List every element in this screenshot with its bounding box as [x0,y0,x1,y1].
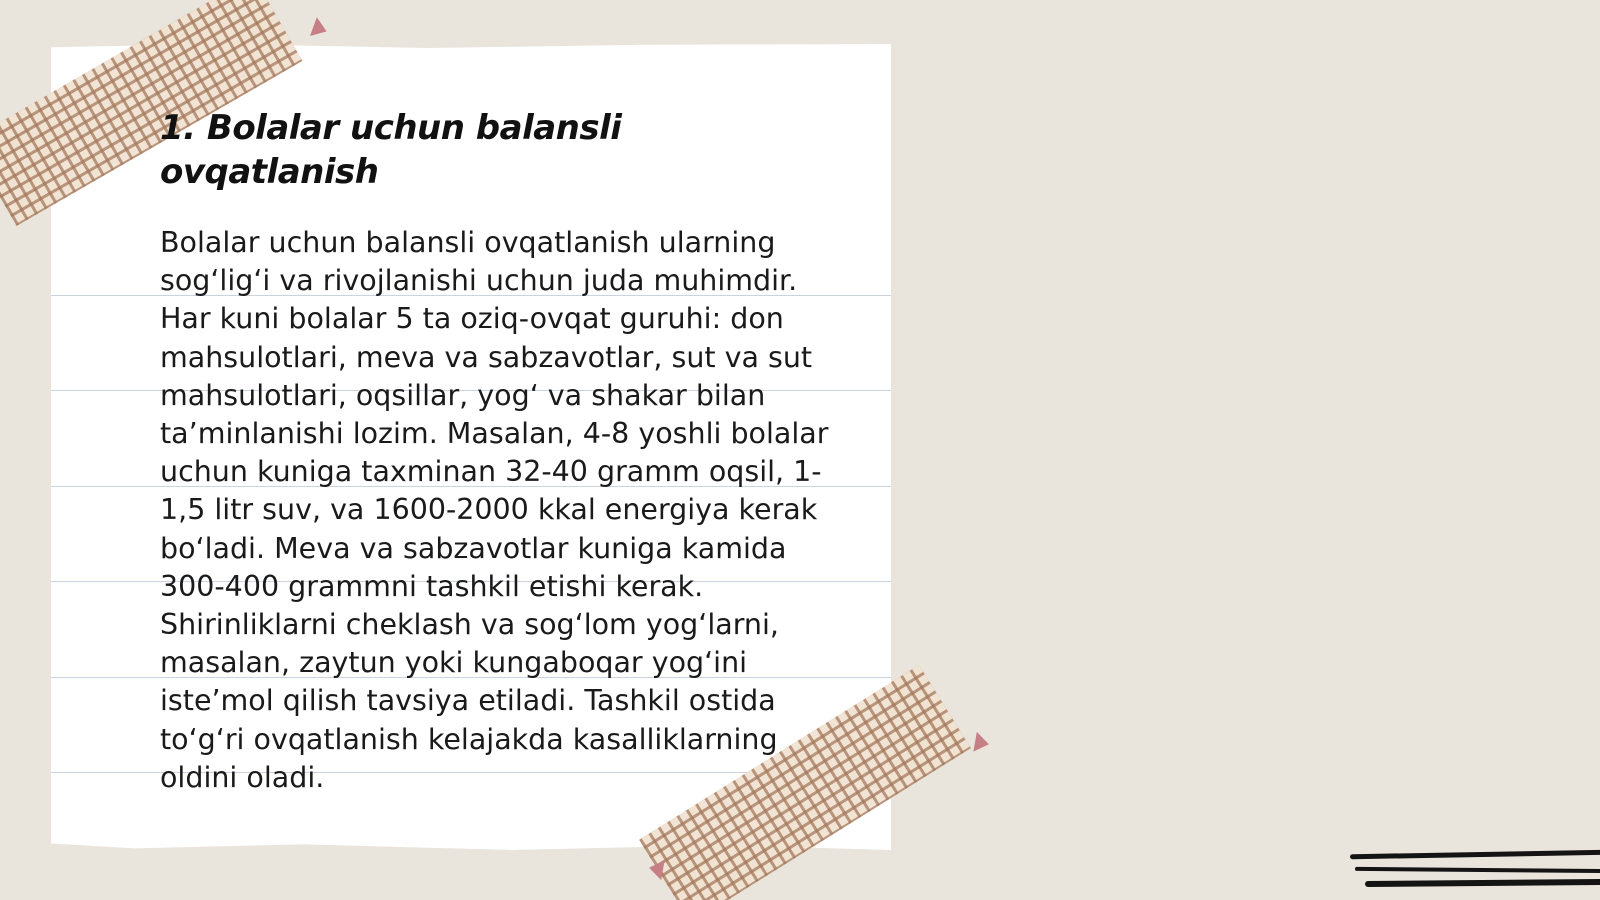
slide-body-text: Bolalar uchun balansli ovqatlanish ularning sog‘lig‘i va rivojlanishi uchun juda muhimdir. Har kuni bolalar 5 ta oziq-ovqat guruhi: don mahsulotlari, meva va sabzavotlar, sut va sut mahsulotlari, oqsillar, yog‘ va shakar bilan ta’minlanishi lozim. Masalan, 4-8 yoshli bolalar uchun kuniga taxminan 32-40 gramm oqsil, 1-1,5 litr suv, va 1600-2000 kkal energiya kerak bo‘ladi. Meva va sabzavotlar kuniga kamida 300-400 grammni tashkil etishi kerak. Shirinliklarni cheklash va sog‘lom yog‘larni, masalan, zaytun yoki kungaboqar yog‘ini iste’mol qilish tavsiya etiladi. Tashkil ostida to‘g‘ri ovqatlanish kelajakda kasalliklarning oldini oladi. [160,226,829,794]
brush-stroke-decoration [1350,850,1600,860]
slide-content [160,106,850,797]
brush-stroke-decoration [1365,879,1600,887]
tape-tip-decoration [973,732,990,754]
brush-stroke-decoration [1355,867,1600,873]
slide-title: 1. Bolalar uchun balansli ovqatlanish [160,108,622,192]
tape-tip-decoration [310,17,330,41]
